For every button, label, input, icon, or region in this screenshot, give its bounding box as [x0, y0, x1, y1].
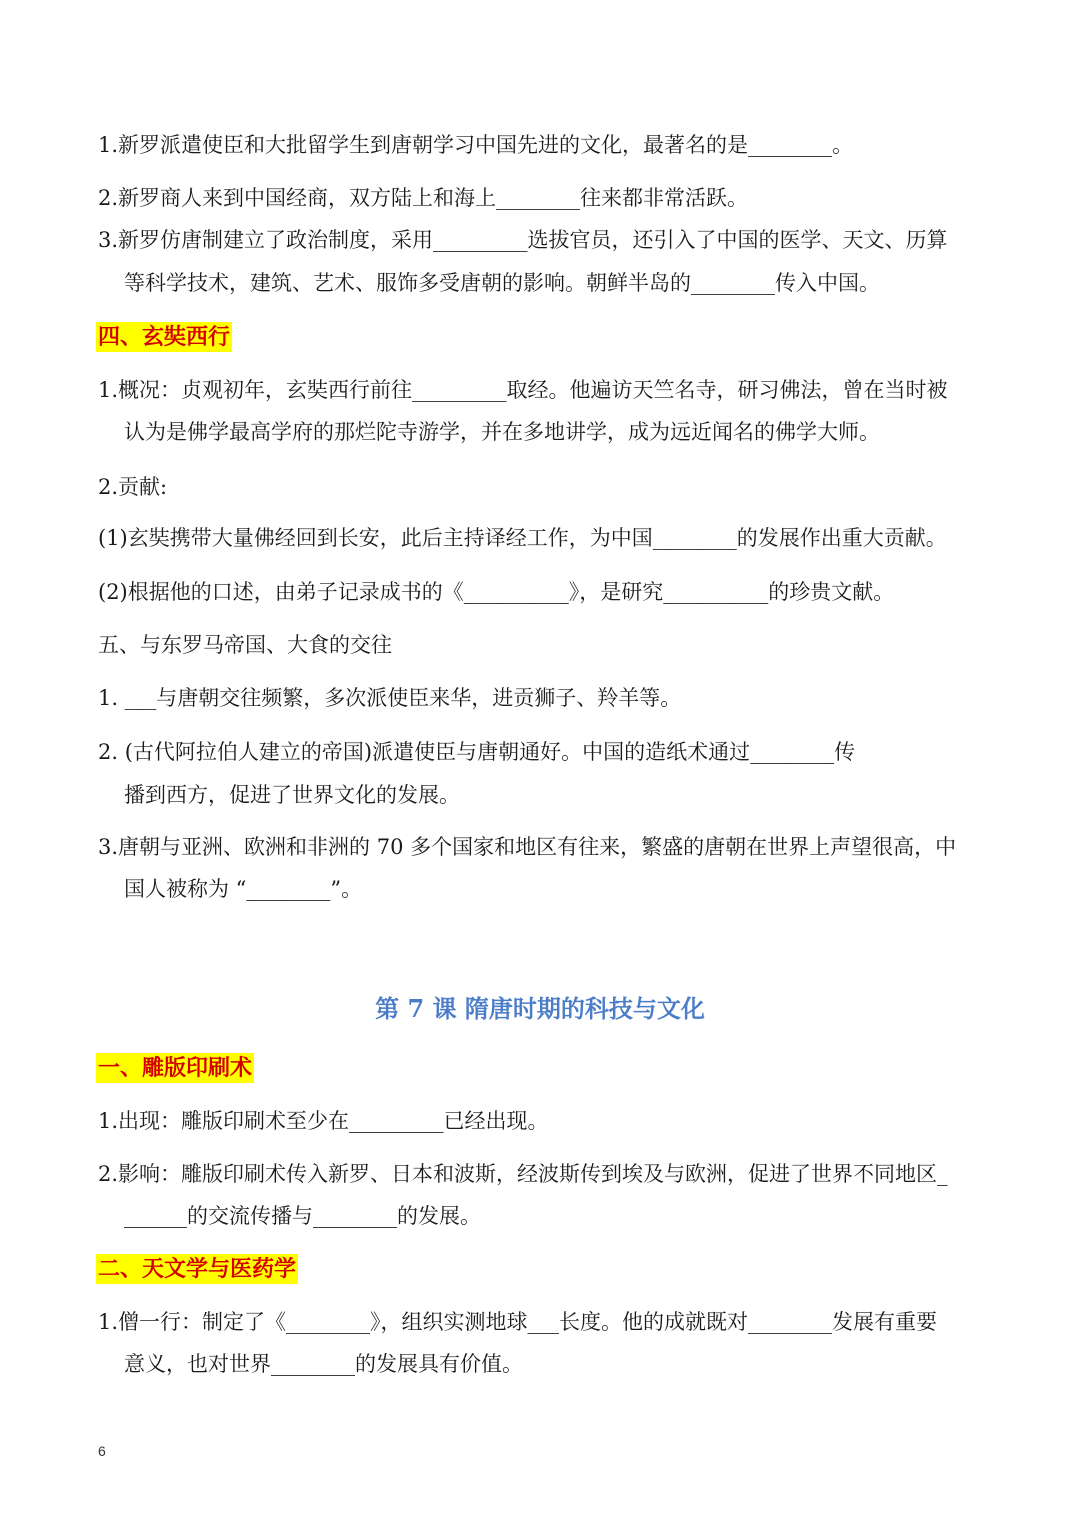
- s3-item-1: 1.新罗派遣使臣和大批留学生到唐朝学习中国先进的文化，最著名的是________。: [98, 133, 854, 157]
- s5-item-2: 2. (古代阿拉伯人建立的帝国)派遣使臣与唐朝通好。中国的造纸术通过________传: [98, 740, 856, 764]
- lesson-title: 第 7 课 隋唐时期的科技与文化: [375, 994, 705, 1023]
- s5-item-1: 1. ___与唐朝交往频繁，多次派使臣来华，进贡狮子、羚羊等。: [98, 686, 682, 710]
- section-heading-astronomy: 二、天文学与医药学: [98, 1256, 297, 1282]
- s4-item-2: 2.贡献:: [98, 475, 168, 499]
- s4-item-1-cont: 认为是佛学最高学府的那烂陀寺游学，并在多地讲学，成为远近闻名的佛学大师。: [124, 420, 880, 444]
- s3-item-3: 3.新罗仿唐制建立了政治制度，采用_________选拔官员，还引入了中国的医学、天文、历算: [98, 228, 948, 252]
- section-heading-xuanzang: 四、玄奘西行: [98, 324, 231, 350]
- l7-s1-item-1: 1.出现：雕版印刷术至少在_________已经出现。: [98, 1109, 549, 1133]
- section-heading-byzantium: 五、与东罗马帝国、大食的交往: [98, 633, 392, 657]
- s4-item-1: 1.概况：贞观初年，玄奘西行前往_________取经。他遍访天竺名寺，研习佛法，曾在当时被: [98, 378, 948, 402]
- l7-s1-item-2-cont: ______的交流传播与________的发展。: [124, 1204, 481, 1228]
- s4-item-2-1: (1)玄奘携带大量佛经回到长安，此后主持译经工作，为中国________的发展作出重大贡献。: [98, 526, 947, 550]
- s5-item-2-cont: 播到西方，促进了世界文化的发展。: [124, 783, 460, 807]
- l7-s2-item-1-cont: 意义，也对世界________的发展具有价值。: [124, 1352, 523, 1376]
- s5-item-3-cont: 国人被称为 “________”。: [124, 877, 363, 901]
- l7-s2-item-1: 1.僧一行：制定了《________》，组织实测地球___长度。他的成就既对________发展有重要: [98, 1310, 938, 1334]
- s5-item-3: 3.唐朝与亚洲、欧洲和非洲的 70 多个国家和地区有往来，繁盛的唐朝在世界上声望很高，中: [98, 835, 957, 859]
- section-heading-printing: 一、雕版印刷术: [98, 1055, 253, 1081]
- s4-item-2-2: (2)根据他的口述，由弟子记录成书的《__________》，是研究__________的珍贵文献。: [98, 580, 895, 604]
- page-number: 6: [98, 1443, 106, 1459]
- s3-item-3-cont: 等科学技术，建筑、艺术、服饰多受唐朝的影响。朝鲜半岛的________传入中国。: [124, 271, 880, 295]
- l7-s1-item-2: 2.影响：雕版印刷术传入新罗、日本和波斯，经波斯传到埃及与欧洲，促进了世界不同地区_: [98, 1162, 948, 1186]
- s3-item-2: 2.新罗商人来到中国经商，双方陆上和海上________往来都非常活跃。: [98, 186, 749, 210]
